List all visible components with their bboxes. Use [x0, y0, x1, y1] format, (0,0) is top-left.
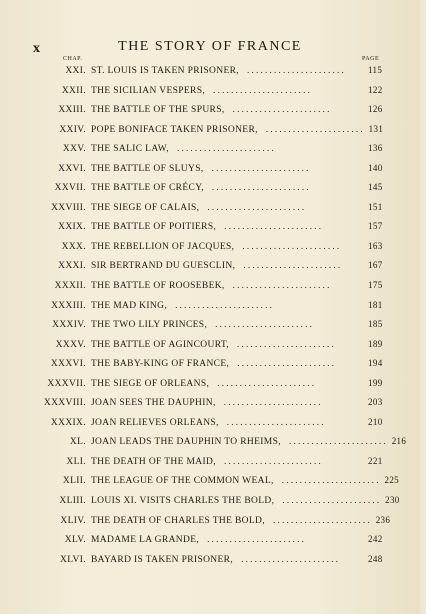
chapter-number: XXVIII.	[51, 202, 86, 213]
dot-leader: . . . . . . . . . . . . . . . . . . . . . .	[175, 299, 272, 310]
toc-entry	[0, 550, 420, 570]
page-ref: 248	[368, 553, 383, 564]
page-ref: 157	[368, 221, 383, 232]
dot-leader: . . . . . . . . . . . . . . . . . . . . . .	[213, 84, 310, 95]
page-ref: 126	[368, 104, 383, 115]
chapter-number: XXVII.	[54, 183, 86, 194]
chapter-title: SIR BERTRAND DU GUESCLIN,	[91, 261, 236, 272]
dot-leader: . . . . . . . . . . . . . . . . . . . . . .	[224, 221, 321, 232]
toc-entry	[0, 237, 420, 257]
chapter-number: XXXVII.	[47, 378, 86, 389]
dot-leader: . . . . . . . . . . . . . . . . . . . . . .	[247, 65, 344, 75]
chapter-number: XXI.	[65, 66, 86, 76]
chapter-number: XXIII.	[58, 105, 86, 116]
dot-leader: . . . . . . . . . . . . . . . . . . . . . .	[281, 475, 379, 486]
chapter-number: XLIII.	[59, 496, 86, 507]
dot-leader: . . . . . . . . . . . . . . . . . . . . . .	[176, 143, 274, 154]
chapter-title: THE SICILIAN VESPERS,	[91, 85, 206, 96]
page-ref: 230	[385, 495, 400, 506]
dot-leader: . . . . . . . . . . . . . . . . . . . . . .	[272, 514, 370, 525]
toc-entry	[0, 432, 420, 452]
chapter-title: THE DEATH OF THE MAID,	[91, 456, 216, 467]
chapter-number: XXX.	[61, 241, 86, 252]
toc-entry	[0, 354, 420, 374]
chapter-title: THE MAD KING,	[91, 300, 168, 311]
dot-leader: . . . . . . . . . . . . . . . . . . . . . .	[282, 495, 380, 506]
chapter-number: XXIV.	[59, 124, 86, 135]
chapter-number: XXXIII.	[51, 300, 86, 311]
chapter-number: XLVI.	[60, 554, 86, 565]
toc-entry	[0, 256, 420, 276]
toc-entry	[0, 452, 420, 472]
chapter-title: THE DEATH OF CHARLES THE BOLD,	[91, 515, 265, 526]
chapter-title: THE TWO LILY PRINCES,	[91, 320, 208, 331]
dot-leader: . . . . . . . . . . . . . . . . . . . . . .	[288, 436, 386, 447]
dot-leader: . . . . . . . . . . . . . . . . . . . . . .	[207, 534, 304, 545]
chapter-number: XLII.	[62, 476, 86, 487]
page-ref: 189	[368, 338, 383, 349]
dot-leader: . . . . . . . . . . . . . . . . . . . . . .	[226, 416, 324, 427]
page-ref: 122	[368, 84, 383, 95]
dot-leader: . . . . . . . . . . . . . . . . . . . . . .	[223, 397, 321, 408]
chapter-number: XXXIV.	[52, 320, 86, 331]
dot-leader: . . . . . . . . . . . . . . . . . . . . . .	[217, 377, 314, 388]
toc-entry	[0, 139, 420, 159]
chapter-title: THE LEAGUE OF THE COMMON WEAL,	[91, 476, 274, 487]
page-column-label: PAGE	[362, 56, 380, 62]
chapter-number: XLI.	[66, 456, 86, 467]
chapter-title: ST. LOUIS IS TAKEN PRISONER,	[91, 66, 240, 76]
table-of-contents	[0, 61, 420, 569]
toc-entry	[0, 471, 420, 491]
toc-entry	[0, 530, 420, 550]
toc-entry	[0, 315, 420, 335]
chapter-title: THE BATTLE OF SLUYS,	[91, 163, 204, 174]
chapter-number: XXXII.	[54, 281, 86, 292]
page-ref: 199	[368, 377, 383, 388]
toc-entry	[0, 335, 420, 355]
dot-leader: . . . . . . . . . . . . . . . . . . . . . .	[223, 455, 321, 466]
chapter-title: LOUIS XI. VISITS CHARLES THE BOLD,	[91, 496, 275, 507]
dot-leader: . . . . . . . . . . . . . . . . . . . . . .	[211, 182, 309, 193]
toc-entry	[0, 159, 420, 179]
toc-entry	[0, 61, 420, 81]
chapter-number: XXV.	[62, 144, 86, 155]
toc-entry	[0, 198, 420, 218]
page-ref: 163	[368, 240, 383, 251]
chapter-title: THE REBELLION OF JACQUES,	[91, 241, 235, 252]
page-ref: 151	[368, 201, 383, 212]
chapter-column-label: CHAP.	[63, 56, 83, 62]
dot-leader: . . . . . . . . . . . . . . . . . . . . . .	[215, 319, 312, 330]
dot-leader: . . . . . . . . . . . . . . . . . . . . . .	[211, 162, 309, 173]
page-ref: 225	[384, 475, 400, 486]
page-ref: 140	[368, 162, 383, 173]
chapter-title: THE SIEGE OF ORLEANS,	[91, 378, 210, 389]
page-ref: 242	[368, 534, 383, 545]
toc-entry	[0, 413, 420, 433]
toc-entry	[0, 276, 420, 296]
chapter-number: XLV.	[64, 535, 86, 546]
page-ref: 216	[391, 436, 407, 447]
toc-entry	[0, 178, 420, 198]
page-ref: 175	[368, 280, 383, 291]
dot-leader: . . . . . . . . . . . . . . . . . . . . . .	[241, 553, 338, 564]
page-ref: 115	[368, 65, 383, 75]
dot-leader: . . . . . . . . . . . . . . . . . . . . . .	[237, 358, 334, 369]
page-ref: 194	[368, 358, 383, 369]
dot-leader: . . . . . . . . . . . . . . . . . . . . . .	[232, 280, 330, 291]
chapter-number: XXXI.	[58, 261, 86, 272]
dot-leader: . . . . . . . . . . . . . . . . . . . . . .	[265, 123, 363, 134]
chapter-title: THE BATTLE OF ROOSEBEK,	[91, 281, 225, 292]
chapter-title: THE BATTLE OF THE SPURS,	[91, 105, 225, 116]
toc-entry	[0, 217, 420, 237]
page-ref: 236	[375, 514, 391, 525]
toc-entry	[0, 511, 420, 531]
page-ref: 145	[368, 182, 383, 193]
chapter-title: THE BABY-KING OF FRANCE,	[91, 359, 230, 370]
page-ref: 210	[368, 416, 383, 427]
chapter-title: JOAN LEADS THE DAUPHIN TO RHEIMS,	[91, 437, 281, 448]
toc-entry	[0, 81, 420, 101]
chapter-title: POPE BONIFACE TAKEN PRISONER,	[91, 124, 258, 135]
chapter-title: JOAN RELIEVES ORLEANS,	[91, 417, 219, 428]
page-ref: 131	[368, 123, 384, 134]
chapter-number: XXXV.	[55, 339, 86, 350]
toc-entry	[0, 393, 420, 413]
page-ref: 167	[368, 260, 383, 271]
chapter-title: THE BATTLE OF CRÉCY,	[91, 183, 204, 194]
running-head: THE STORY OF FRANCE	[118, 39, 302, 54]
page-number: x	[33, 41, 41, 56]
chapter-number: XXIX.	[58, 222, 86, 233]
chapter-number: XXVI.	[58, 163, 86, 174]
chapter-number: XXXVI.	[50, 359, 86, 370]
chapter-title: THE BATTLE OF POITIERS,	[91, 222, 217, 233]
chapter-title: BAYARD IS TAKEN PRISONER,	[91, 554, 234, 565]
chapter-title: THE SIEGE OF CALAIS,	[91, 202, 200, 213]
dot-leader: . . . . . . . . . . . . . . . . . . . . . .	[242, 240, 340, 251]
chapter-number: XXII.	[61, 85, 86, 96]
toc-entry	[0, 100, 420, 120]
page-ref: 181	[368, 299, 383, 310]
chapter-title: MADAME LA GRANDE,	[91, 535, 200, 546]
chapter-title: THE SALIC LAW,	[91, 144, 169, 155]
dot-leader: . . . . . . . . . . . . . . . . . . . . . .	[237, 338, 334, 349]
chapter-number: XXXVIII.	[43, 398, 86, 409]
chapter-number: XL.	[69, 437, 86, 448]
page-ref: 185	[368, 319, 383, 330]
chapter-number: XLIV.	[60, 515, 86, 526]
dot-leader: . . . . . . . . . . . . . . . . . . . . . .	[243, 260, 341, 271]
toc-entry	[0, 491, 420, 511]
toc-entry	[0, 120, 420, 140]
toc-entry	[0, 296, 420, 316]
page-ref: 203	[368, 397, 383, 408]
toc-entry	[0, 374, 420, 394]
chapter-title: JOAN SEES THE DAUPHIN,	[91, 398, 216, 409]
chapter-number: XXXIX.	[50, 417, 86, 428]
dot-leader: . . . . . . . . . . . . . . . . . . . . . .	[207, 201, 305, 212]
page-ref: 221	[368, 455, 383, 466]
dot-leader: . . . . . . . . . . . . . . . . . . . . . .	[232, 104, 330, 115]
page-ref: 136	[368, 143, 383, 154]
chapter-title: THE BATTLE OF AGINCOURT,	[91, 339, 230, 350]
